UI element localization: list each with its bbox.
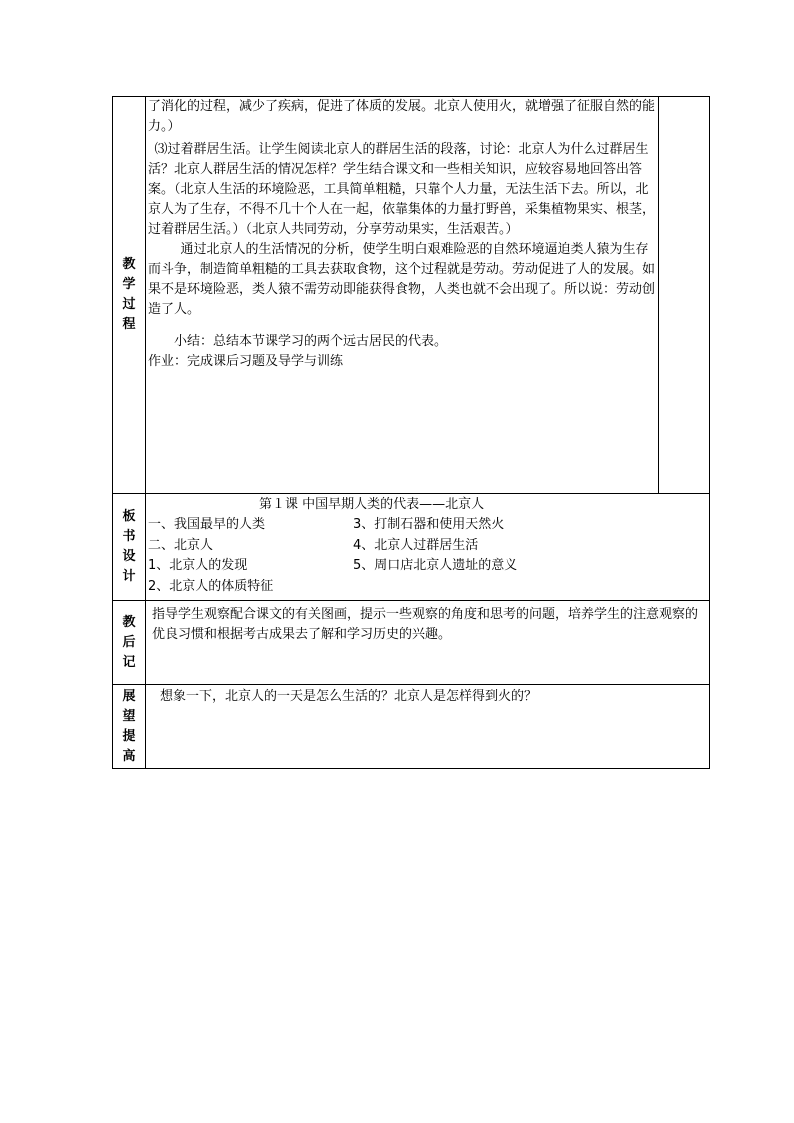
label-char: 程 [122, 317, 136, 332]
label-char: 提 [122, 728, 136, 744]
label-char: 计 [122, 569, 136, 584]
process-summary: 小结：总结本节课学习的两个远古居民的代表。 [174, 334, 448, 349]
reflection-label [113, 601, 146, 685]
board-item: 4、北京人过群居生活 [353, 538, 479, 553]
reflection-row [113, 601, 710, 685]
board-title: 第１课 中国早期人类的代表——北京人 [259, 497, 485, 512]
outlook-label [113, 685, 146, 769]
label-char: 教 [122, 257, 136, 272]
process-paragraph-1: 了消化的过程，减少了疾病，促进了体质的发展。北京人使用火，就增强了征服自然的能力。） [148, 99, 656, 134]
label-char: 板 [122, 509, 136, 524]
reflection-content [146, 601, 710, 685]
outlook-text: 想象一下，北京人的一天是怎么生活的？北京人是怎样得到火的？ [160, 689, 538, 704]
teaching-process-row [113, 97, 710, 494]
label-char: 展 [122, 688, 136, 704]
process-paragraph-2: ⑶过着群居生活。让学生阅读北京人的群居生活的段落，讨论：北京人为什么过群居生活？北京人群居生活的情况怎样？学生结合课文和一些相关知识，应较容易地回答出答案。（北京人生活的环境险恶，工具简单粗糙，只靠个人力量，无法生活下去。所以，北京人为了生存，不得不几十个人在一起，依靠集体的力量打野兽，采集植物果实、根茎，过着群居生活。）（北京人共同劳动，分享劳动果实，生活艰苦。） [148, 142, 656, 237]
label-char: 过 [122, 297, 136, 312]
label-char: 后 [122, 634, 136, 650]
label-char: 望 [122, 708, 136, 724]
label-char: 高 [122, 748, 136, 764]
label-char: 记 [122, 654, 136, 670]
process-notes-cell [659, 97, 710, 494]
label-char: 设 [122, 549, 136, 564]
board-item: 1、北京人的发现 [148, 558, 248, 573]
board-design-row [113, 494, 710, 601]
process-paragraph-3: 通过北京人的生活情况的分析，使学生明白艰难险恶的自然环境逼迫类人猿为生存而斗争，制造简单粗糙的工具去获取食物，这个过程就是劳动。劳动促进了人的发展。如果不是环境险恶，类人猿不需劳动即能获得食物，人类也就不会出现了。所以说：劳动创造了人。 [148, 242, 656, 317]
board-design-content [146, 494, 710, 601]
label-char: 教 [122, 614, 136, 630]
board-item: 2、北京人的体质特征 [148, 579, 274, 594]
label-char: 学 [122, 277, 136, 292]
board-item: 3、打制石器和使用天然火 [353, 517, 505, 532]
outlook-row [113, 685, 710, 769]
teaching-process-label [113, 97, 146, 494]
board-item: 二、北京人 [148, 538, 214, 553]
board-design-label [113, 494, 146, 601]
teaching-process-content [146, 97, 659, 494]
reflection-text: 指导学生观察配合课文的有关图画，提示一些观察的角度和思考的问题，培养学生的注意观察的优良习惯和根据考古成果去了解和学习历史的兴趣。 [152, 607, 699, 642]
label-char: 书 [122, 529, 136, 544]
lesson-plan-table [112, 96, 710, 769]
board-item: 5、周口店北京人遗址的意义 [353, 558, 518, 573]
board-item: 一、我国最早的人类 [148, 517, 266, 532]
process-homework: 作业：完成课后习题及导学与训练 [148, 354, 344, 369]
outlook-content [146, 685, 710, 769]
